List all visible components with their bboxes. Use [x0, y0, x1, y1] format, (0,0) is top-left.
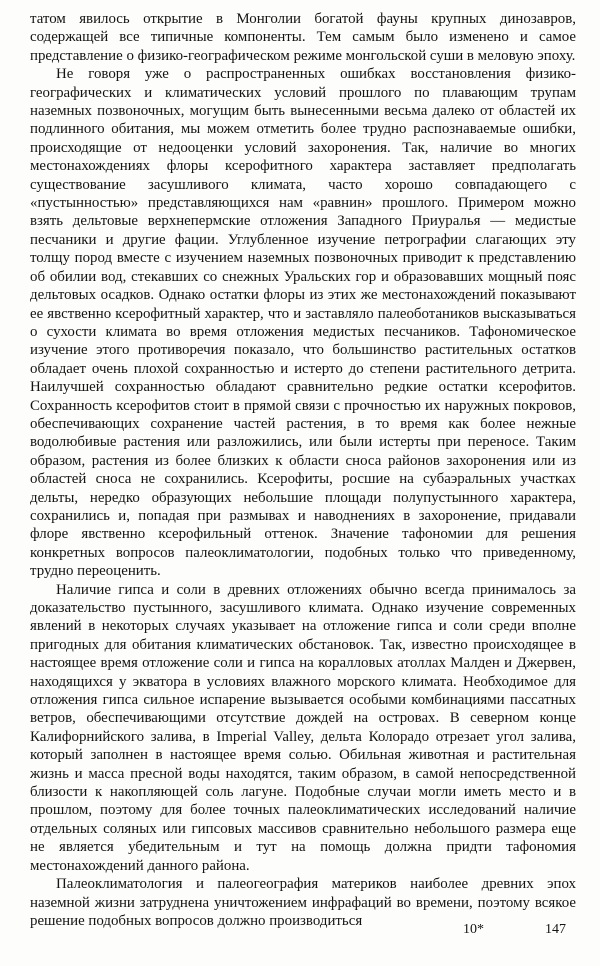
- page-footer: [0, 922, 600, 942]
- paragraph-3: Наличие гипса и соли в древних отложениях обычно всегда принималось за доказательство пустынного, засушливого климата. Однако изучение современных явлений в некоторых случаях указывает на отложение гипса и соли среди вполне пригодных для обитания климатических обстановок. Так, известно происходящее в настоящее время отложение соли и гипса на коралловых атоллах Малден и Джервен, находящихся у экватора в условиях влажного морского климата. Необходимое для отложения гипса сильное испарение вызывается особыми комбинациями пассатных ветров, обеспечивающими отсутствие дождей на островах. В северном конце Калифорнийского залива, в Imperial Valley, дельта Колорадо отрезает угол залива, который заполнен в настоящее время солью. Обильная животная и растительная жизнь и масса пресной воды находятся, таким образом, в самой непосредственной близости к накопляющей соль лагуне. Подобные случаи могли иметь место и в прошлом, поэтому для более точных палеоклиматических исследований наличие отдельных соляных или гипсовых массивов сравнительно небольшого размера еще не является убедительным и тут на помощь должна придти тафономия местонахождений данного района.: [30, 581, 576, 874]
- paragraph-2: Не говоря уже о распространенных ошибках восстановления физико-географических и климатических условий прошлого по плавающим трупам наземных позвоночных, могущим быть вынесенными весьма далеко от областей их подлинного обитания, мы можем отметить более трудно распознаваемые ошибки, происходящие от недооценки условий захоронения. Так, наличие во многих местонахождениях флоры ксерофитного характера заставляет предполагать существование засушливого климата, часто хорошо совпадающего с «пустынностью» представляющихся нам «равнин» прошлого. Примером можно взять дельтовые верхнепермские отложения Западного Приуралья — медистые песчаники и другие фации. Углубленное изучение петрографии слагающих эту толщу пород вместе с изучением наземных позвоночных приводит к представлению об обилии вод, стекавших со снежных Уральских гор и образовавших мощный пояс дельтовых осадков. Однако остатки флоры из этих же местонахождений показывают ее явственно ксерофитный характер, что и заставляло палеоботаников высказываться о сухости климата во время отложения медистых песчаников. Тафономическое изучение этого противоречия показало, что большинство растительных остатков обладает очень плохой сохранностью и истерто до степени растительного детрита. Наилучшей сохранностью обладают сравнительно редкие остатки ксерофитов. Сохранность ксерофитов стоит в прямой связи с прочностью их наружных покровов, обеспечивающих сохранение частей растения, в то время как более нежные водолюбивые растения или разложились, или были истерты при переносе. Таким образом, растения из более близких к области сноса районов захоронения или из областей сноса не сохранились. Ксерофиты, росшие на субаэральных участках дельты, нередко образующих небольшие площади полупустынного характера, сохранились и, попадая при размывах и наводнениях в захоронение, придавали флоре явственно ксерофильный оттенок. Значение тафономии для решения конкретных вопросов палеоклиматологии, подобных только что приведенному, трудно переоценить.: [30, 66, 576, 580]
- paragraph-4: Палеоклиматология и палеогеография материков наиболее древних эпох наземной жизни затруднена уничтожением инфрафаций во времени, поэтому всякое решение подобных вопросов должно производиться: [30, 876, 576, 929]
- body-text: [30, 10, 576, 930]
- signature-mark: 10*: [463, 922, 484, 937]
- paragraph-1: татом явилось открытие в Монголии богатой фауны крупных динозавров, содержащей все типичные компоненты. Тем самым было изменено и самое представление о физико-географическом режиме монгольской суши в меловую эпоху.: [30, 11, 576, 64]
- page-number: 147: [545, 922, 566, 937]
